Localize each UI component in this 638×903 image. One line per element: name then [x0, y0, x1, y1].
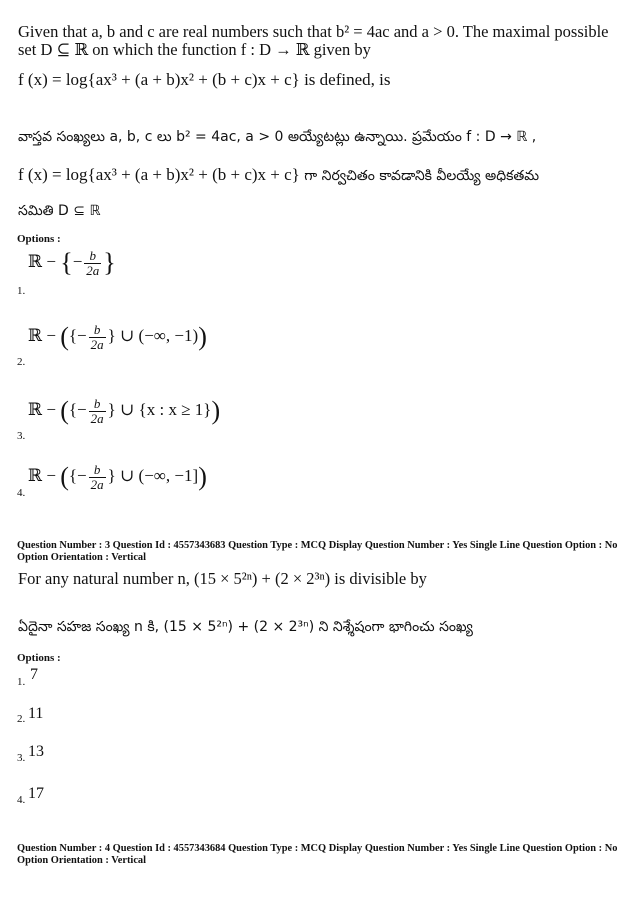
q4-meta: Question Number : 4 Question Id : 4557343684 Question Type : MCQ Display Question Number : Yes Single Line Question Option : No Option Orientation : Vertical [17, 843, 618, 866]
q3-options-label: Options : [17, 652, 61, 664]
q2-stem-line1: Given that a, b and c are real numbers such that b² = 4ac and a > 0. The maximal possible [18, 22, 609, 41]
q2-option-2-expression[interactable]: ℝ − ({− $\frac{b}{2a}$ } ∪ (−∞, −1)) [28, 321, 207, 352]
q2-stem-line3 [18, 70, 390, 90]
q3-option-3-number: 3. [17, 752, 26, 764]
q3-option-2-number: 2. [17, 713, 26, 725]
q3-option-4-value[interactable]: 17 [28, 785, 44, 802]
q2-te-line2 [18, 165, 539, 187]
q2-option-3-expression[interactable]: ℝ − ({− $\frac{b}{2a}$ } ∪ {x : x ≥ 1}) [28, 395, 221, 426]
q3-stem: For any natural number n, (15 × 5²ⁿ) + (2 × 2³ⁿ) is divisible by [18, 569, 427, 588]
q3-te-stem: ఏదైనా సహజ సంఖ్య n కి, (15 × 5²ⁿ) + (2 × 2³ⁿ) ని నిశ్శేషంగా భాగించు సంఖ్య [18, 619, 473, 635]
q2-option-4-fraction: $\frac{b}{2a}$ [90, 461, 104, 492]
q2-option-4-expression[interactable]: ℝ − ({− $\frac{b}{2a}$ } ∪ (−∞, −1]) [28, 461, 207, 492]
q2-option-3-fraction: $\frac{b}{2a}$ [90, 395, 104, 426]
q2-te-tail: గా నిర్వచితం కావడానికి వీలయ్యే అధికతమ [299, 168, 540, 184]
q3-option-3-value[interactable]: 13 [28, 743, 44, 760]
q2-stem-line2: set D ⊆ ℝ on which the function f : D → ℝ given by [18, 40, 371, 59]
q2-option-4-number: 4. [17, 487, 26, 499]
q2-option-2-number: 2. [17, 356, 26, 368]
q2-te-line1: వాస్తవ సంఖ్యలు a, b, c లు b² = 4ac, a > 0 అయ్యేటట్లు ఉన్నాయి. ప్రమేయం f : D → ℝ , [18, 129, 537, 145]
q2-option-1-fraction: $\frac{b}{2a}$ [86, 247, 100, 278]
q2-option-2-fraction: $\frac{b}{2a}$ [90, 321, 104, 352]
q3-meta: Question Number : 3 Question Id : 4557343683 Question Type : MCQ Display Question Number : Yes Single Line Question Option : No Option Orientation : Vertical [17, 540, 618, 563]
q3-option-2-value[interactable]: 11 [28, 705, 44, 722]
q2-te-function-expression: f (x) = log{ax³ + (a + b)x² + (b + c)x + c} [18, 165, 300, 184]
q3-option-4-number: 4. [17, 794, 26, 806]
q2-option-1-number: 1. [17, 285, 26, 297]
q3-option-1-number: 1. [17, 676, 26, 688]
q2-te-line3: సమితి D ⊆ ℝ [18, 203, 101, 219]
q2-option-3-number: 3. [17, 430, 26, 442]
q2-function-expression: f (x) = log{ax³ + (a + b)x² + (b + c)x + c} [18, 70, 300, 89]
q2-option-1-expression[interactable]: ℝ − {− $\frac{b}{2a}$ } [28, 247, 116, 278]
q2-stem-tail: is defined, is [299, 70, 391, 89]
q3-option-1-value[interactable]: 7 [30, 666, 38, 683]
q2-options-label: Options : [17, 233, 61, 245]
